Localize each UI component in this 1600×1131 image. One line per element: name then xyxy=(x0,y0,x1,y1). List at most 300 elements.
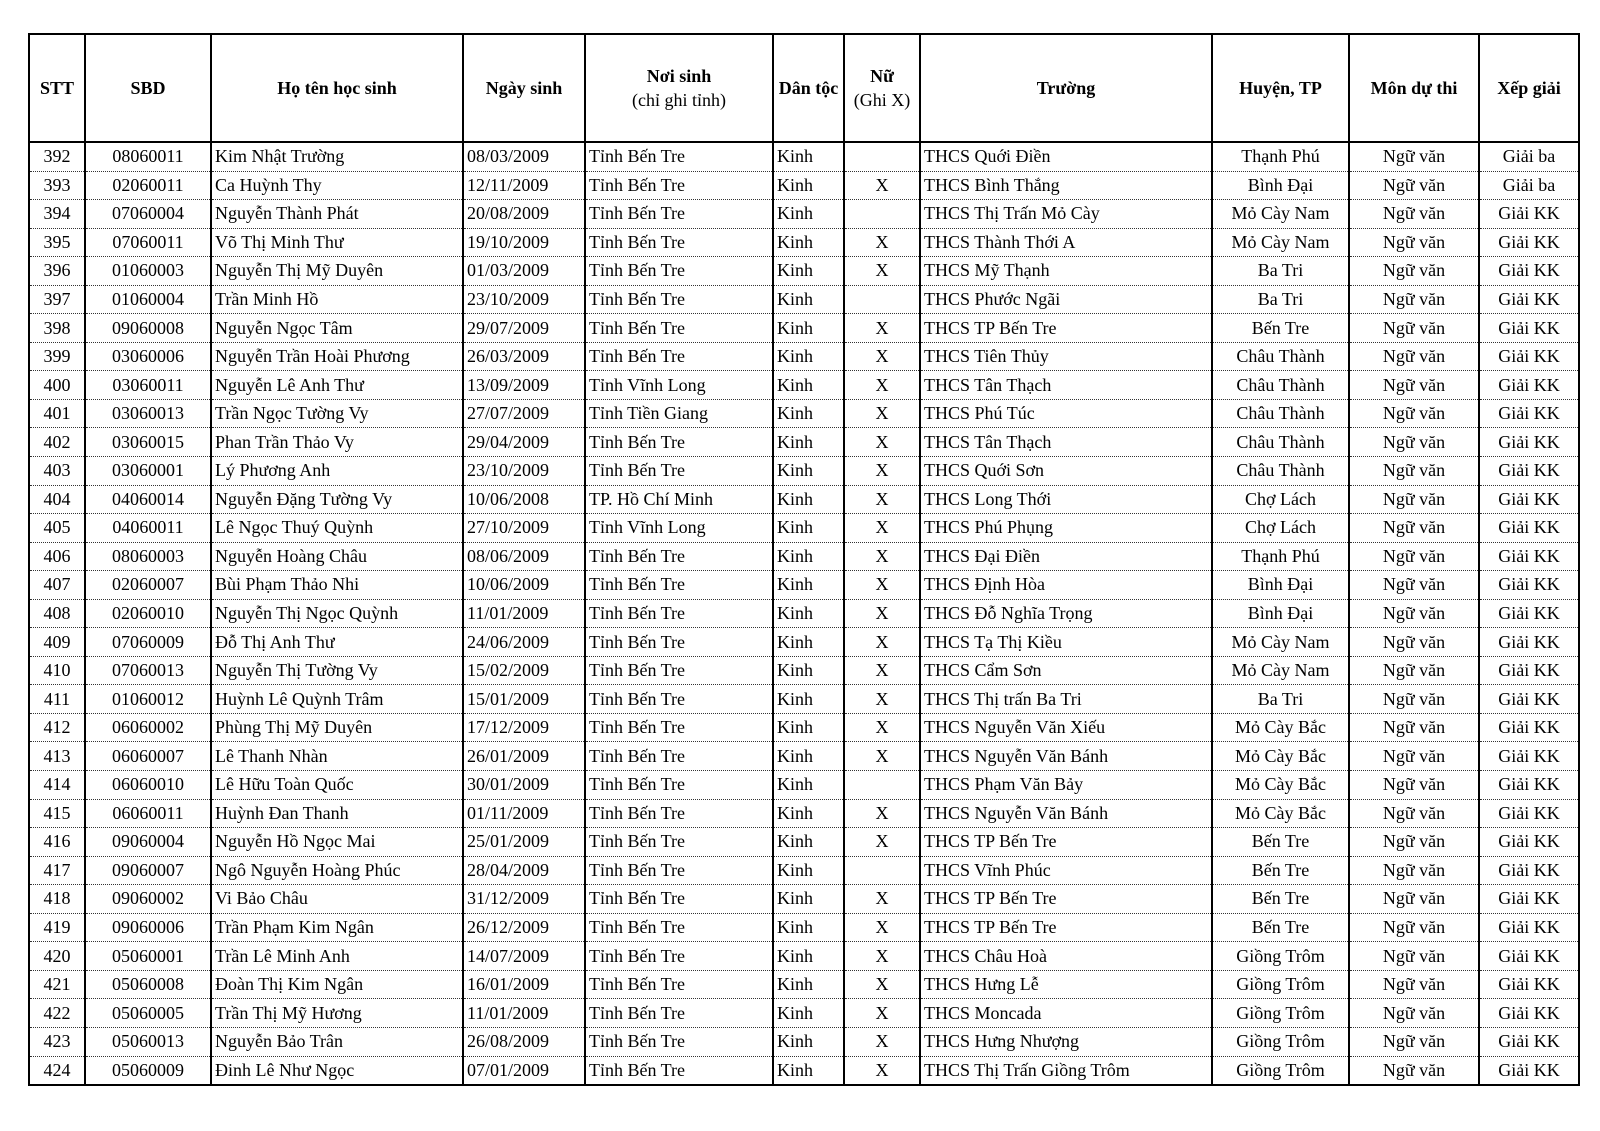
subject-cell: Ngữ văn xyxy=(1349,1056,1479,1085)
table-row xyxy=(29,856,1579,885)
female-cell: X xyxy=(844,713,920,742)
school-cell: THCS Nguyễn Văn Bánh xyxy=(920,799,1212,828)
school-cell: THCS TP Bến Tre xyxy=(920,828,1212,857)
school-cell: THCS Quới Sơn xyxy=(920,457,1212,486)
school-cell: THCS Nguyễn Văn Bánh xyxy=(920,742,1212,771)
stt-cell: 420 xyxy=(29,942,85,971)
subject-cell: Ngữ văn xyxy=(1349,428,1479,457)
dob-cell: 10/06/2009 xyxy=(463,571,585,600)
district-cell: Mỏ Cày Nam xyxy=(1212,628,1349,657)
district-cell: Bến Tre xyxy=(1212,885,1349,914)
sbd-cell: 08060003 xyxy=(85,542,211,571)
district-cell: Giồng Trôm xyxy=(1212,1027,1349,1056)
sbd-cell: 02060007 xyxy=(85,571,211,600)
birthplace-cell: Tỉnh Bến Tre xyxy=(585,171,773,200)
header-school: Trường xyxy=(920,34,1212,142)
birthplace-cell: Tỉnh Bến Tre xyxy=(585,542,773,571)
school-cell: THCS Thị trấn Ba Tri xyxy=(920,685,1212,714)
district-cell: Châu Thành xyxy=(1212,342,1349,371)
dob-cell: 26/12/2009 xyxy=(463,913,585,942)
birthplace-cell: Tỉnh Bến Tre xyxy=(585,999,773,1028)
award-cell: Giải KK xyxy=(1479,457,1579,486)
birthplace-cell: Tỉnh Bến Tre xyxy=(585,599,773,628)
subject-cell: Ngữ văn xyxy=(1349,371,1479,400)
table-row xyxy=(29,799,1579,828)
sbd-cell: 03060006 xyxy=(85,342,211,371)
school-cell: THCS Nguyễn Văn Xiếu xyxy=(920,713,1212,742)
female-cell: X xyxy=(844,428,920,457)
table-row xyxy=(29,257,1579,286)
award-cell: Giải KK xyxy=(1479,656,1579,685)
district-cell: Mỏ Cày Bắc xyxy=(1212,799,1349,828)
district-cell: Mỏ Cày Nam xyxy=(1212,200,1349,229)
ethnicity-cell: Kinh xyxy=(773,514,844,543)
district-cell: Chợ Lách xyxy=(1212,514,1349,543)
table-row xyxy=(29,1056,1579,1085)
dob-cell: 14/07/2009 xyxy=(463,942,585,971)
subject-cell: Ngữ văn xyxy=(1349,713,1479,742)
stt-cell: 403 xyxy=(29,457,85,486)
subject-cell: Ngữ văn xyxy=(1349,999,1479,1028)
female-cell xyxy=(844,285,920,314)
stt-cell: 406 xyxy=(29,542,85,571)
subject-cell: Ngữ văn xyxy=(1349,542,1479,571)
header-subject: Môn dự thi xyxy=(1349,34,1479,142)
dob-cell: 01/03/2009 xyxy=(463,257,585,286)
name-cell: Huỳnh Lê Quỳnh Trâm xyxy=(211,685,463,714)
sbd-cell: 09060006 xyxy=(85,913,211,942)
table-row xyxy=(29,685,1579,714)
dob-cell: 27/07/2009 xyxy=(463,399,585,428)
school-cell: THCS Thị Trấn Mỏ Cày xyxy=(920,200,1212,229)
header-name: Họ tên học sinh xyxy=(211,34,463,142)
stt-cell: 417 xyxy=(29,856,85,885)
name-cell: Vi Bảo Châu xyxy=(211,885,463,914)
ethnicity-cell: Kinh xyxy=(773,799,844,828)
dob-cell: 11/01/2009 xyxy=(463,999,585,1028)
table-row xyxy=(29,314,1579,343)
female-cell: X xyxy=(844,342,920,371)
sbd-cell: 03060011 xyxy=(85,371,211,400)
stt-cell: 394 xyxy=(29,200,85,229)
header-birthplace xyxy=(585,34,773,142)
header-row xyxy=(29,34,1579,142)
stt-cell: 400 xyxy=(29,371,85,400)
header-female xyxy=(844,34,920,142)
female-cell: X xyxy=(844,314,920,343)
birthplace-cell: Tỉnh Bến Tre xyxy=(585,771,773,800)
name-cell: Nguyễn Thị Mỹ Duyên xyxy=(211,257,463,286)
district-cell: Mỏ Cày Bắc xyxy=(1212,771,1349,800)
sbd-cell: 07060009 xyxy=(85,628,211,657)
birthplace-cell: Tỉnh Bến Tre xyxy=(585,428,773,457)
ethnicity-cell: Kinh xyxy=(773,856,844,885)
sbd-cell: 09060004 xyxy=(85,828,211,857)
school-cell: THCS Đại Điền xyxy=(920,542,1212,571)
female-cell: X xyxy=(844,514,920,543)
school-cell: THCS TP Bến Tre xyxy=(920,913,1212,942)
name-cell: Trần Minh Hồ xyxy=(211,285,463,314)
school-cell: THCS Hưng Nhượng xyxy=(920,1027,1212,1056)
school-cell: THCS Tạ Thị Kiều xyxy=(920,628,1212,657)
ethnicity-cell: Kinh xyxy=(773,571,844,600)
table-row xyxy=(29,1027,1579,1056)
sbd-cell: 01060003 xyxy=(85,257,211,286)
stt-cell: 416 xyxy=(29,828,85,857)
district-cell: Bình Đại xyxy=(1212,599,1349,628)
ethnicity-cell: Kinh xyxy=(773,542,844,571)
stt-cell: 399 xyxy=(29,342,85,371)
dob-cell: 26/01/2009 xyxy=(463,742,585,771)
award-cell: Giải KK xyxy=(1479,428,1579,457)
award-cell: Giải KK xyxy=(1479,771,1579,800)
dob-cell: 20/08/2009 xyxy=(463,200,585,229)
stt-cell: 412 xyxy=(29,713,85,742)
sbd-cell: 09060007 xyxy=(85,856,211,885)
birthplace-cell: Tỉnh Bến Tre xyxy=(585,342,773,371)
stt-cell: 421 xyxy=(29,970,85,999)
subject-cell: Ngữ văn xyxy=(1349,485,1479,514)
award-cell: Giải KK xyxy=(1479,485,1579,514)
female-cell: X xyxy=(844,742,920,771)
name-cell: Ngô Nguyễn Hoàng Phúc xyxy=(211,856,463,885)
table-row xyxy=(29,713,1579,742)
dob-cell: 19/10/2009 xyxy=(463,228,585,257)
subject-cell: Ngữ văn xyxy=(1349,970,1479,999)
award-cell: Giải KK xyxy=(1479,999,1579,1028)
table-body xyxy=(29,142,1579,1085)
ethnicity-cell: Kinh xyxy=(773,457,844,486)
ethnicity-cell: Kinh xyxy=(773,428,844,457)
school-cell: THCS Bình Thắng xyxy=(920,171,1212,200)
female-cell: X xyxy=(844,970,920,999)
subject-cell: Ngữ văn xyxy=(1349,828,1479,857)
award-cell: Giải KK xyxy=(1479,1056,1579,1085)
school-cell: THCS TP Bến Tre xyxy=(920,314,1212,343)
stt-cell: 392 xyxy=(29,142,85,171)
female-cell: X xyxy=(844,1056,920,1085)
female-cell: X xyxy=(844,457,920,486)
award-cell: Giải KK xyxy=(1479,742,1579,771)
stt-cell: 411 xyxy=(29,685,85,714)
name-cell: Nguyễn Ngọc Tâm xyxy=(211,314,463,343)
table-row xyxy=(29,599,1579,628)
district-cell: Châu Thành xyxy=(1212,428,1349,457)
birthplace-cell: Tỉnh Bến Tre xyxy=(585,942,773,971)
dob-cell: 01/11/2009 xyxy=(463,799,585,828)
birthplace-cell: Tỉnh Bến Tre xyxy=(585,856,773,885)
school-cell: THCS Hưng Lễ xyxy=(920,970,1212,999)
table-row xyxy=(29,828,1579,857)
school-cell: THCS Thị Trấn Giồng Trôm xyxy=(920,1056,1212,1085)
name-cell: Nguyễn Bảo Trân xyxy=(211,1027,463,1056)
birthplace-cell: Tỉnh Bến Tre xyxy=(585,228,773,257)
school-cell: THCS Đỗ Nghĩa Trọng xyxy=(920,599,1212,628)
birthplace-cell: Tỉnh Bến Tre xyxy=(585,885,773,914)
name-cell: Lý Phương Anh xyxy=(211,457,463,486)
dob-cell: 25/01/2009 xyxy=(463,828,585,857)
ethnicity-cell: Kinh xyxy=(773,713,844,742)
subject-cell: Ngữ văn xyxy=(1349,942,1479,971)
sbd-cell: 03060001 xyxy=(85,457,211,486)
birthplace-cell: Tỉnh Bến Tre xyxy=(585,285,773,314)
subject-cell: Ngữ văn xyxy=(1349,314,1479,343)
table-row xyxy=(29,913,1579,942)
name-cell: Nguyễn Hoàng Châu xyxy=(211,542,463,571)
ethnicity-cell: Kinh xyxy=(773,599,844,628)
table-row xyxy=(29,514,1579,543)
stt-cell: 409 xyxy=(29,628,85,657)
award-cell: Giải KK xyxy=(1479,599,1579,628)
birthplace-cell: Tỉnh Bến Tre xyxy=(585,142,773,171)
subject-cell: Ngữ văn xyxy=(1349,628,1479,657)
subject-cell: Ngữ văn xyxy=(1349,171,1479,200)
sbd-cell: 05060013 xyxy=(85,1027,211,1056)
sbd-cell: 07060011 xyxy=(85,228,211,257)
sbd-cell: 05060001 xyxy=(85,942,211,971)
name-cell: Đỗ Thị Anh Thư xyxy=(211,628,463,657)
ethnicity-cell: Kinh xyxy=(773,656,844,685)
school-cell: THCS Phạm Văn Bảy xyxy=(920,771,1212,800)
sbd-cell: 09060008 xyxy=(85,314,211,343)
dob-cell: 13/09/2009 xyxy=(463,371,585,400)
header-award: Xếp giải xyxy=(1479,34,1579,142)
district-cell: Châu Thành xyxy=(1212,371,1349,400)
award-cell: Giải KK xyxy=(1479,713,1579,742)
table-row xyxy=(29,171,1579,200)
female-cell xyxy=(844,856,920,885)
name-cell: Lê Ngọc Thuý Quỳnh xyxy=(211,514,463,543)
birthplace-cell: Tỉnh Vĩnh Long xyxy=(585,371,773,400)
birthplace-cell: Tỉnh Tiền Giang xyxy=(585,399,773,428)
ethnicity-cell: Kinh xyxy=(773,285,844,314)
stt-cell: 424 xyxy=(29,1056,85,1085)
name-cell: Nguyễn Thị Ngọc Quỳnh xyxy=(211,599,463,628)
subject-cell: Ngữ văn xyxy=(1349,799,1479,828)
stt-cell: 408 xyxy=(29,599,85,628)
ethnicity-cell: Kinh xyxy=(773,342,844,371)
stt-cell: 413 xyxy=(29,742,85,771)
sbd-cell: 04060014 xyxy=(85,485,211,514)
name-cell: Bùi Phạm Thảo Nhi xyxy=(211,571,463,600)
dob-cell: 27/10/2009 xyxy=(463,514,585,543)
stt-cell: 396 xyxy=(29,257,85,286)
stt-cell: 414 xyxy=(29,771,85,800)
birthplace-cell: Tỉnh Bến Tre xyxy=(585,1056,773,1085)
name-cell: Phan Trần Thảo Vy xyxy=(211,428,463,457)
name-cell: Trần Thị Mỹ Hương xyxy=(211,999,463,1028)
female-cell: X xyxy=(844,599,920,628)
female-cell: X xyxy=(844,656,920,685)
birthplace-cell: Tỉnh Bến Tre xyxy=(585,713,773,742)
table-row xyxy=(29,771,1579,800)
school-cell: THCS Long Thới xyxy=(920,485,1212,514)
sbd-cell: 04060011 xyxy=(85,514,211,543)
name-cell: Đoàn Thị Kim Ngân xyxy=(211,970,463,999)
subject-cell: Ngữ văn xyxy=(1349,771,1479,800)
dob-cell: 17/12/2009 xyxy=(463,713,585,742)
name-cell: Nguyễn Thành Phát xyxy=(211,200,463,229)
name-cell: Ca Huỳnh Thy xyxy=(211,171,463,200)
female-cell xyxy=(844,200,920,229)
dob-cell: 11/01/2009 xyxy=(463,599,585,628)
stt-cell: 395 xyxy=(29,228,85,257)
award-cell: Giải KK xyxy=(1479,257,1579,286)
school-cell: THCS Vĩnh Phúc xyxy=(920,856,1212,885)
school-cell: THCS Phú Phụng xyxy=(920,514,1212,543)
award-cell: Giải KK xyxy=(1479,200,1579,229)
name-cell: Kim Nhật Trường xyxy=(211,142,463,171)
award-cell: Giải KK xyxy=(1479,514,1579,543)
dob-cell: 08/03/2009 xyxy=(463,142,585,171)
female-cell: X xyxy=(844,828,920,857)
female-cell: X xyxy=(844,685,920,714)
sbd-cell: 01060012 xyxy=(85,685,211,714)
sbd-cell: 03060015 xyxy=(85,428,211,457)
name-cell: Đinh Lê Như Ngọc xyxy=(211,1056,463,1085)
dob-cell: 24/06/2009 xyxy=(463,628,585,657)
school-cell: THCS Thành Thới A xyxy=(920,228,1212,257)
school-cell: THCS Mỹ Thạnh xyxy=(920,257,1212,286)
dob-cell: 29/07/2009 xyxy=(463,314,585,343)
district-cell: Mỏ Cày Nam xyxy=(1212,228,1349,257)
dob-cell: 26/03/2009 xyxy=(463,342,585,371)
district-cell: Bến Tre xyxy=(1212,856,1349,885)
table-row xyxy=(29,942,1579,971)
subject-cell: Ngữ văn xyxy=(1349,742,1479,771)
award-cell: Giải KK xyxy=(1479,314,1579,343)
table-row xyxy=(29,457,1579,486)
female-cell: X xyxy=(844,399,920,428)
birthplace-cell: Tỉnh Bến Tre xyxy=(585,656,773,685)
school-cell: THCS Tân Thạch xyxy=(920,371,1212,400)
table-row xyxy=(29,200,1579,229)
ethnicity-cell: Kinh xyxy=(773,999,844,1028)
female-cell: X xyxy=(844,942,920,971)
district-cell: Châu Thành xyxy=(1212,399,1349,428)
female-cell: X xyxy=(844,799,920,828)
table-row xyxy=(29,542,1579,571)
district-cell: Chợ Lách xyxy=(1212,485,1349,514)
header-female-note: (Ghi X) xyxy=(853,90,911,110)
district-cell: Thạnh Phú xyxy=(1212,542,1349,571)
award-cell: Giải KK xyxy=(1479,970,1579,999)
stt-cell: 404 xyxy=(29,485,85,514)
sbd-cell: 02060011 xyxy=(85,171,211,200)
results-table xyxy=(28,33,1580,1086)
school-cell: THCS Định Hòa xyxy=(920,571,1212,600)
ethnicity-cell: Kinh xyxy=(773,628,844,657)
award-cell: Giải KK xyxy=(1479,799,1579,828)
sbd-cell: 03060013 xyxy=(85,399,211,428)
sbd-cell: 05060005 xyxy=(85,999,211,1028)
award-cell: Giải KK xyxy=(1479,828,1579,857)
subject-cell: Ngữ văn xyxy=(1349,228,1479,257)
table-row xyxy=(29,428,1579,457)
name-cell: Trần Phạm Kim Ngân xyxy=(211,913,463,942)
female-cell: X xyxy=(844,571,920,600)
female-cell: X xyxy=(844,257,920,286)
subject-cell: Ngữ văn xyxy=(1349,399,1479,428)
female-cell: X xyxy=(844,885,920,914)
birthplace-cell: Tỉnh Bến Tre xyxy=(585,257,773,286)
stt-cell: 405 xyxy=(29,514,85,543)
award-cell: Giải KK xyxy=(1479,942,1579,971)
female-cell: X xyxy=(844,171,920,200)
table-row xyxy=(29,571,1579,600)
district-cell: Thạnh Phú xyxy=(1212,142,1349,171)
school-cell: THCS Tiên Thủy xyxy=(920,342,1212,371)
stt-cell: 422 xyxy=(29,999,85,1028)
header-district: Huyện, TP xyxy=(1212,34,1349,142)
ethnicity-cell: Kinh xyxy=(773,685,844,714)
table-row xyxy=(29,485,1579,514)
birthplace-cell: Tỉnh Bến Tre xyxy=(585,571,773,600)
school-cell: THCS Tân Thạch xyxy=(920,428,1212,457)
name-cell: Nguyễn Đặng Tường Vy xyxy=(211,485,463,514)
female-cell: X xyxy=(844,371,920,400)
district-cell: Châu Thành xyxy=(1212,457,1349,486)
district-cell: Giồng Trôm xyxy=(1212,1056,1349,1085)
sbd-cell: 01060004 xyxy=(85,285,211,314)
dob-cell: 23/10/2009 xyxy=(463,285,585,314)
name-cell: Huỳnh Đan Thanh xyxy=(211,799,463,828)
female-cell: X xyxy=(844,228,920,257)
dob-cell: 07/01/2009 xyxy=(463,1056,585,1085)
ethnicity-cell: Kinh xyxy=(773,913,844,942)
sbd-cell: 06060010 xyxy=(85,771,211,800)
dob-cell: 15/01/2009 xyxy=(463,685,585,714)
table-row xyxy=(29,228,1579,257)
table-row xyxy=(29,656,1579,685)
subject-cell: Ngữ văn xyxy=(1349,856,1479,885)
ethnicity-cell: Kinh xyxy=(773,742,844,771)
dob-cell: 28/04/2009 xyxy=(463,856,585,885)
header-ethnicity: Dân tộc xyxy=(773,34,844,142)
name-cell: Trần Lê Minh Anh xyxy=(211,942,463,971)
header-birthplace-label: Nơi sinh xyxy=(646,66,712,86)
award-cell: Giải KK xyxy=(1479,1027,1579,1056)
name-cell: Lê Thanh Nhàn xyxy=(211,742,463,771)
stt-cell: 407 xyxy=(29,571,85,600)
female-cell xyxy=(844,771,920,800)
name-cell: Võ Thị Minh Thư xyxy=(211,228,463,257)
table-row xyxy=(29,342,1579,371)
award-cell: Giải ba xyxy=(1479,142,1579,171)
sbd-cell: 06060002 xyxy=(85,713,211,742)
name-cell: Nguyễn Thị Tường Vy xyxy=(211,656,463,685)
table-row xyxy=(29,399,1579,428)
birthplace-cell: Tỉnh Bến Tre xyxy=(585,970,773,999)
award-cell: Giải KK xyxy=(1479,228,1579,257)
female-cell: X xyxy=(844,913,920,942)
table-row xyxy=(29,999,1579,1028)
stt-cell: 393 xyxy=(29,171,85,200)
birthplace-cell: Tỉnh Bến Tre xyxy=(585,742,773,771)
birthplace-cell: Tỉnh Bến Tre xyxy=(585,457,773,486)
ethnicity-cell: Kinh xyxy=(773,970,844,999)
birthplace-cell: Tỉnh Bến Tre xyxy=(585,828,773,857)
sbd-cell: 07060013 xyxy=(85,656,211,685)
ethnicity-cell: Kinh xyxy=(773,1056,844,1085)
sbd-cell: 05060009 xyxy=(85,1056,211,1085)
award-cell: Giải KK xyxy=(1479,542,1579,571)
subject-cell: Ngữ văn xyxy=(1349,913,1479,942)
header-sbd: SBD xyxy=(85,34,211,142)
table-row xyxy=(29,970,1579,999)
award-cell: Giải KK xyxy=(1479,685,1579,714)
birthplace-cell: Tỉnh Bến Tre xyxy=(585,314,773,343)
